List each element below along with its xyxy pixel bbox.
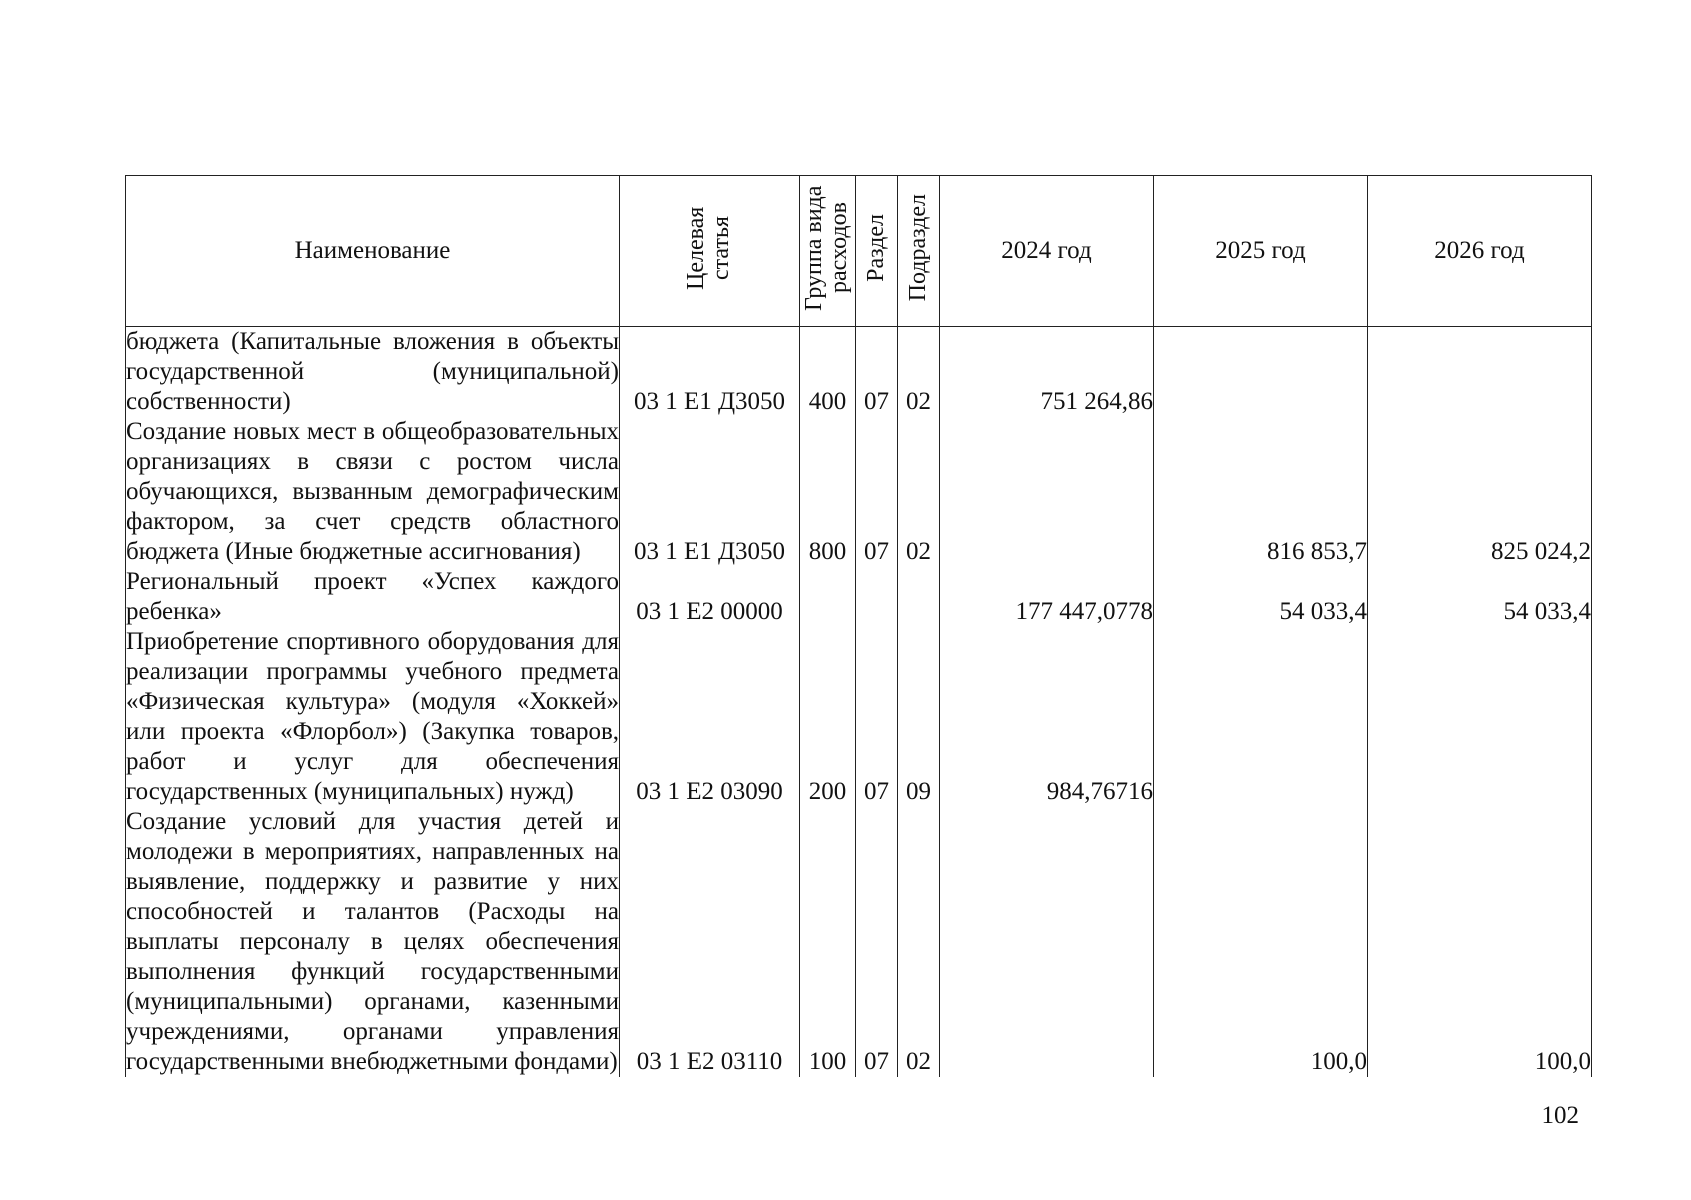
- row-target-article: 03 1 Е2 00000: [620, 567, 800, 627]
- header-target-article: Целевая статья: [620, 176, 800, 327]
- table-row: [126, 417, 1592, 567]
- row-2024: [940, 417, 1154, 567]
- row-subsection: 02: [898, 327, 940, 418]
- row-section: [856, 567, 898, 627]
- row-target-article: 03 1 Е2 03110: [620, 807, 800, 1077]
- row-expense-group: [800, 567, 856, 627]
- table-header-row: [126, 176, 1592, 327]
- row-2024: 751 264,86: [940, 327, 1154, 418]
- header-subsection: Подраздел: [898, 176, 940, 327]
- table-row: [126, 327, 1592, 418]
- row-2024: 177 447,0778: [940, 567, 1154, 627]
- row-expense-group: 100: [800, 807, 856, 1077]
- header-2024: 2024 год: [940, 176, 1154, 327]
- header-2025: 2025 год: [1154, 176, 1368, 327]
- row-2025: [1154, 627, 1368, 807]
- table-row: [126, 627, 1592, 807]
- row-2025: 100,0: [1154, 807, 1368, 1077]
- row-expense-group: 200: [800, 627, 856, 807]
- row-expense-group: 400: [800, 327, 856, 418]
- row-subsection: 09: [898, 627, 940, 807]
- header-section: Раздел: [856, 176, 898, 327]
- row-2026: [1368, 627, 1592, 807]
- row-section: 07: [856, 417, 898, 567]
- row-name: Создание условий для участия детей и молодежи в мероприятиях, направленных на выявление, поддержку и развитие у них способностей и талантов (Расходы на выплаты персоналу в целях обеспечения выполнения функций государственными (муниципальными) органами, казенными учреждениями, органами управления государственными внебюджетными фондами): [126, 808, 619, 1075]
- row-target-article: 03 1 Е2 03090: [620, 627, 800, 807]
- row-subsection: 02: [898, 417, 940, 567]
- header-2026: 2026 год: [1368, 176, 1592, 327]
- row-target-article: 03 1 Е1 Д3050: [620, 327, 800, 418]
- header-name: Наименование: [126, 176, 620, 327]
- row-2026: 825 024,2: [1368, 417, 1592, 567]
- row-name: бюджета (Капитальные вложения в объекты государственной (муниципальной) собственности): [126, 328, 619, 415]
- row-target-article: 03 1 Е1 Д3050: [620, 417, 800, 567]
- row-2025: 816 853,7: [1154, 417, 1368, 567]
- row-expense-group: 800: [800, 417, 856, 567]
- row-2026: 100,0: [1368, 807, 1592, 1077]
- row-section: 07: [856, 327, 898, 418]
- row-section: 07: [856, 627, 898, 807]
- page-number: 102: [1541, 1102, 1579, 1129]
- row-2024: [940, 807, 1154, 1077]
- row-name: Региональный проект «Успех каждого ребенка»: [126, 568, 619, 625]
- row-subsection: 02: [898, 807, 940, 1077]
- table-row: [126, 807, 1592, 1077]
- budget-table: [125, 175, 1592, 1077]
- row-2024: 984,76716: [940, 627, 1154, 807]
- row-2026: 54 033,4: [1368, 567, 1592, 627]
- row-2025: [1154, 327, 1368, 418]
- table-row: [126, 567, 1592, 627]
- row-name: Приобретение спортивного оборудования для реализации программы учебного предмета «Физическая культура» (модуля «Хоккей» или проекта «Флорбол») (Закупка товаров, работ и услуг для обеспечения государственных (муниципальных) нужд): [126, 628, 619, 805]
- row-section: 07: [856, 807, 898, 1077]
- row-2025: 54 033,4: [1154, 567, 1368, 627]
- row-2026: [1368, 327, 1592, 418]
- header-expense-group: Группа вида расходов: [800, 176, 856, 327]
- row-subsection: [898, 567, 940, 627]
- row-name: Создание новых мест в общеобразовательных организациях в связи с ростом числа обучающихся, вызванным демографическим фактором, за счет средств областного бюджета (Иные бюджетные ассигнования): [126, 418, 619, 565]
